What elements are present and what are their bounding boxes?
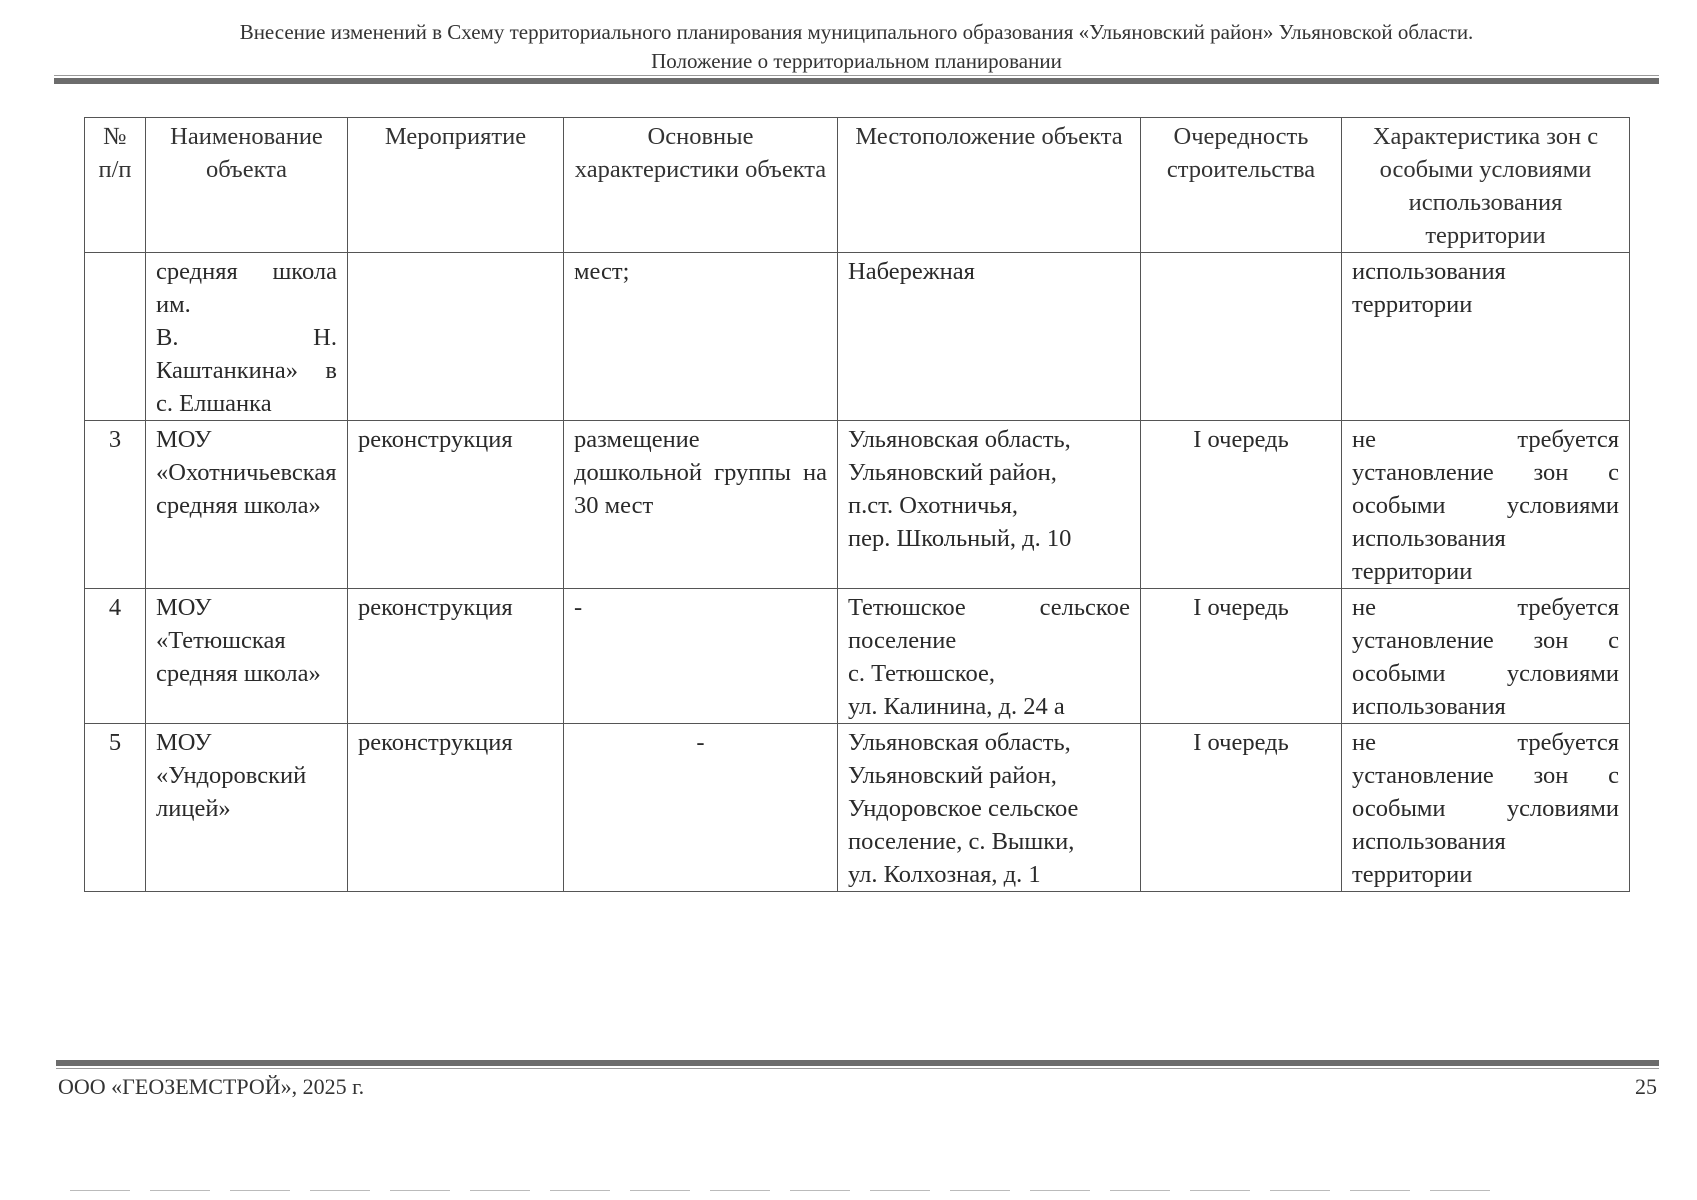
- cell-characteristics: мест;: [564, 253, 838, 421]
- cell-queue: I очередь: [1141, 724, 1342, 892]
- col-header-zones: Характеристика зон с особыми условиями использования территории: [1342, 118, 1630, 253]
- header-title-line1: Внесение изменений в Схему территориального планирования муниципального образования «Ульяновский район» Ульяновской области.: [239, 20, 1474, 44]
- header-title-line2: Положение о территориальном планировании: [651, 49, 1062, 73]
- col-header-name: Наименование объекта: [146, 118, 348, 253]
- cell-queue: I очередь: [1141, 589, 1342, 724]
- cell-name: МОУ «Тетюшская средняя школа»: [146, 589, 348, 724]
- header-rule: [54, 78, 1659, 84]
- header-rule-thin: [54, 75, 1659, 76]
- cell-zones: использования территории: [1342, 253, 1630, 421]
- cell-characteristics: -: [564, 724, 838, 892]
- cell-num: 3: [85, 421, 146, 589]
- table-row: [85, 253, 1630, 421]
- col-header-num: № п/п: [85, 118, 146, 253]
- cell-location: Ульяновская область, Ульяновский район, Ундоровское сельское поселение, с. Вышки, ул. Колхозная, д. 1: [838, 724, 1141, 892]
- cell-num: [85, 253, 146, 421]
- document-header: [54, 18, 1659, 76]
- cell-action: реконструкция: [348, 724, 564, 892]
- col-header-queue: Очередность строительства: [1141, 118, 1342, 253]
- scan-artifact-line: [70, 1190, 1510, 1191]
- objects-table: [84, 117, 1630, 892]
- cell-zones: не требуется установление зон с особыми условиями использования: [1342, 589, 1630, 724]
- cell-queue: [1141, 253, 1342, 421]
- cell-action: реконструкция: [348, 589, 564, 724]
- cell-location: Ульяновская область, Ульяновский район, п.ст. Охотничья, пер. Школьный, д. 10: [838, 421, 1141, 589]
- cell-zones: не требуется установление зон с особыми условиями использования территории: [1342, 421, 1630, 589]
- cell-location: Набережная: [838, 253, 1141, 421]
- table-header-row: [85, 118, 1630, 253]
- footer-rule: [56, 1060, 1659, 1066]
- cell-queue: I очередь: [1141, 421, 1342, 589]
- cell-num: 4: [85, 589, 146, 724]
- cell-name: МОУ «Ундоровский лицей»: [146, 724, 348, 892]
- cell-name: МОУ «Охотничьевская средняя школа»: [146, 421, 348, 589]
- table-row: [85, 724, 1630, 892]
- cell-action: [348, 253, 564, 421]
- cell-name: средняя школа им. В. Н. Каштанкина» в с. Елшанка: [146, 253, 348, 421]
- footer-rule-thin: [56, 1068, 1659, 1069]
- page-number: 25: [1635, 1074, 1657, 1099]
- col-header-location: Местоположение объекта: [838, 118, 1141, 253]
- cell-num: 5: [85, 724, 146, 892]
- col-header-action: Мероприятие: [348, 118, 564, 253]
- cell-action: реконструкция: [348, 421, 564, 589]
- cell-characteristics: -: [564, 589, 838, 724]
- cell-characteristics: размещение дошкольной группы на 30 мест: [564, 421, 838, 589]
- cell-location: Тетюшское сельское поселение с. Тетюшское, ул. Калинина, д. 24 а: [838, 589, 1141, 724]
- cell-zones: не требуется установление зон с особыми условиями использования территории: [1342, 724, 1630, 892]
- table-row: [85, 589, 1630, 724]
- footer-company: ООО «ГЕОЗЕМСТРОЙ», 2025 г.: [58, 1074, 365, 1099]
- col-header-characteristics: Основные характеристики объекта: [564, 118, 838, 253]
- table-row: [85, 421, 1630, 589]
